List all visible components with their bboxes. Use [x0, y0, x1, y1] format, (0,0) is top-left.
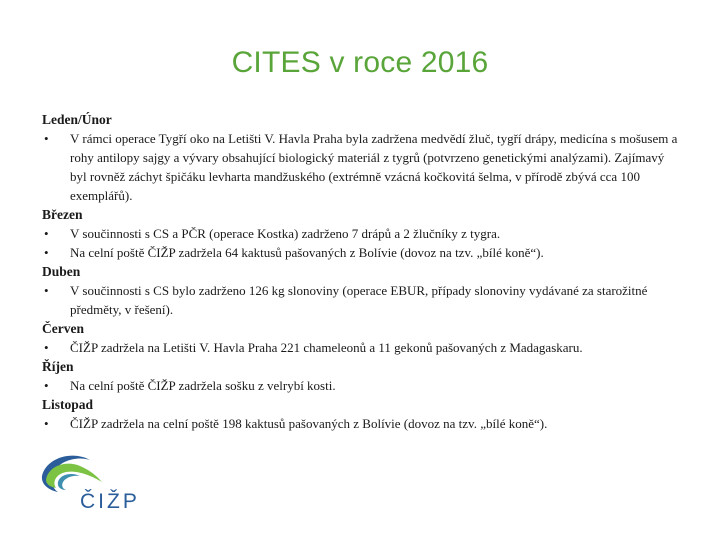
month-heading: Duben	[42, 264, 81, 279]
bullet: •	[44, 416, 49, 431]
list-item	[42, 414, 682, 433]
month-heading: Červen	[42, 321, 84, 336]
bullet: •	[44, 131, 49, 146]
list-item	[42, 224, 682, 243]
month-heading: Leden/Únor	[42, 112, 112, 127]
slide-content	[42, 110, 682, 433]
month-heading: Říjen	[42, 359, 74, 374]
list-item	[42, 376, 682, 395]
bullet: •	[44, 226, 49, 241]
month-heading: Listopad	[42, 397, 94, 412]
month-heading: Březen	[42, 207, 83, 222]
item-text: V rámci operace Tygří oko na Letišti V. Havla Praha byla zadržena medvědí žluč, tygří drápy, medicína s mošusem a rohy antilopy sajgy a vývary obsahující biologický materiál z tygrů (potvrzeno genetickými analýzami). Zajímavý byl rovněž záchyt špičáku levharta mandžuského (extrémně vzácná kočkovitá šelma, v přírodě zbývá cca 100 exemplářů).	[70, 131, 678, 203]
list-item	[42, 129, 682, 205]
list-item	[42, 338, 682, 357]
item-text: ČIŽP zadržela na Letišti V. Havla Praha 221 chameleonů a 11 gekonů pašovaných z Madagaskaru.	[70, 340, 583, 355]
bullet: •	[44, 283, 49, 298]
list-item	[42, 281, 682, 319]
bullet: •	[44, 340, 49, 355]
cizp-logo-text: ČIŽP	[80, 490, 140, 513]
slide-title: CITES v roce 2016	[231, 46, 489, 79]
item-text: Na celní poště ČIŽP zadržela sošku z velrybí kosti.	[70, 378, 336, 393]
list-item	[42, 243, 682, 262]
item-text: ČIŽP zadržela na celní poště 198 kaktusů pašovaných z Bolívie (dovoz na tzv. „bílé koně“).	[70, 416, 548, 431]
item-text: V součinnosti s CS a PČR (operace Kostka) zadrženo 7 drápů a 2 žlučníky z tygra.	[70, 226, 501, 241]
item-text: V součinnosti s CS bylo zadrženo 126 kg slonoviny (operace EBUR, případy slonoviny vydávané za starožitné předměty, v řešení).	[70, 283, 648, 317]
bullet: •	[44, 245, 49, 260]
bullet: •	[44, 378, 49, 393]
item-text: Na celní poště ČIŽP zadržela 64 kaktusů pašovaných z Bolívie (dovoz na tzv. „bílé koně“).	[70, 245, 544, 260]
